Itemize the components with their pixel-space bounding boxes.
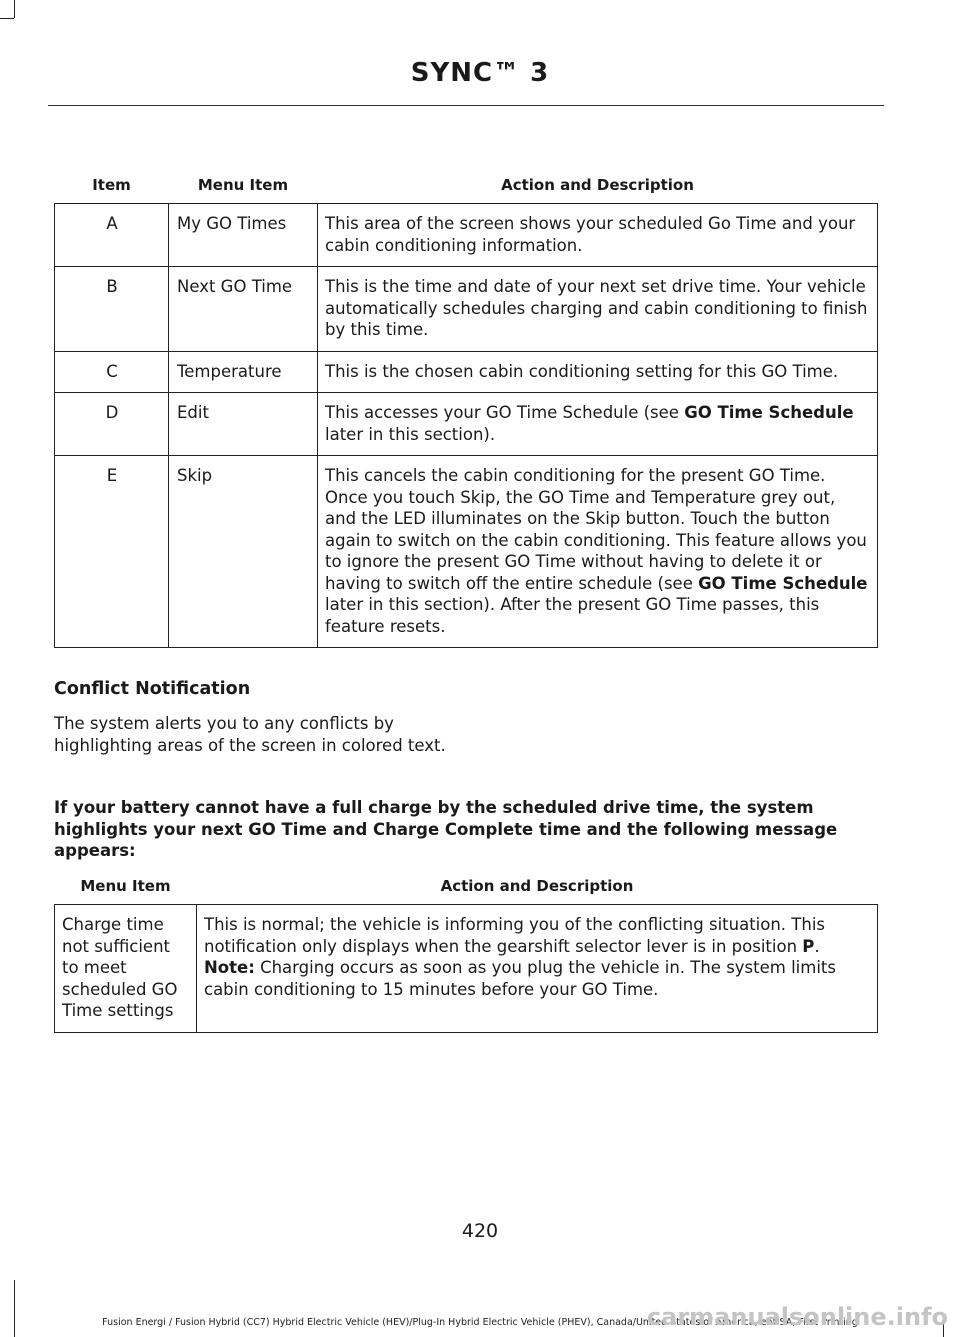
cell-item: B <box>55 267 169 352</box>
cell-item: C <box>55 351 169 393</box>
col-header-menu-item: Menu Item <box>55 870 197 905</box>
cell-desc: This is the chosen cabin conditioning setting for this GO Time. <box>318 351 878 393</box>
desc-text: . <box>814 936 820 956</box>
conflict-table <box>54 870 878 1033</box>
desc-text: This accesses your GO Time Schedule (see <box>325 403 685 422</box>
gear-position: P <box>802 936 815 956</box>
page-title: SYNC™ 3 <box>410 58 550 88</box>
section-heading: Conflict Notification <box>54 679 251 699</box>
crop-mark-bottom-left-v <box>14 1280 15 1337</box>
note-text: Charging occurs as soon as you plug the vehicle in. The system limits cabin conditioning to 15 minutes before your GO Time. <box>204 958 836 999</box>
watermark: carmanualsonline.info <box>646 1303 948 1331</box>
items-table <box>54 169 878 648</box>
cell-menu: My GO Times <box>169 204 318 267</box>
cell-menu: Charge time not sufficient to meet scheduled GO Time settings <box>55 905 197 1033</box>
bold-paragraph: If your battery cannot have a full charge by the scheduled drive time, the system highlights your next GO Time and Charge Complete time and the following message appears: <box>54 798 838 860</box>
table-row <box>55 267 878 352</box>
cell-desc: This is the time and date of your next set drive time. Your vehicle automatically schedules charging and cabin conditioning to finish by this time. <box>318 267 878 352</box>
header-rule <box>48 105 884 106</box>
crop-mark-top-left-h <box>0 18 14 19</box>
col-header-action: Action and Description <box>197 870 878 905</box>
cell-item: D <box>55 393 169 456</box>
cell-menu: Skip <box>169 456 318 648</box>
page-number: 420 <box>461 1220 499 1242</box>
cell-menu: Temperature <box>169 351 318 393</box>
table-row <box>55 351 878 393</box>
table-row <box>55 905 878 1033</box>
cell-menu: Next GO Time <box>169 267 318 352</box>
desc-text: later in this section). <box>325 424 496 444</box>
cross-reference: GO Time Schedule <box>698 573 868 593</box>
table-header-row <box>55 870 878 905</box>
cell-item: E <box>55 456 169 648</box>
table-header-row <box>55 169 878 204</box>
cell-desc <box>318 456 878 648</box>
cell-desc <box>197 905 878 1033</box>
desc-text: later in this section). After the present GO Time passes, this feature resets. <box>325 595 820 636</box>
col-header-action: Action and Description <box>318 169 878 204</box>
table-row <box>55 393 878 456</box>
cell-item: A <box>55 204 169 267</box>
crop-mark-top-left-v <box>14 0 15 18</box>
cell-desc: This area of the screen shows your scheduled Go Time and your cabin conditioning information. <box>318 204 878 267</box>
table-row <box>55 456 878 648</box>
desc-text: This is normal; the vehicle is informing you of the conflicting situation. This notification only displays when the gearshift selector lever is in position <box>204 915 826 956</box>
cross-reference: GO Time Schedule <box>684 403 854 422</box>
cell-desc <box>318 393 878 456</box>
cell-menu: Edit <box>169 393 318 456</box>
desc-text: This cancels the cabin conditioning for the present GO Time. Once you touch Skip, the GO Time and Temperature grey out, and the LED illuminates on the Skip button. Touch the button again to switch on the cabin conditioning. This feature allows you to ignore the present GO Time without having to delete it or having to switch off the entire schedule (see <box>325 466 867 593</box>
note-label: Note: <box>204 958 255 977</box>
section-paragraph: The system alerts you to any conflicts by highlighting areas of the screen in colored text. <box>54 714 446 755</box>
table-row <box>55 204 878 267</box>
footer-text: Fusion Energi / Fusion Hybrid (CC7) Hybrid Electric Vehicle (HEV)/Plug-In Hybrid Electric Vehicle (PHEV), Canada/United States of America, enUSA, First Printing <box>102 1317 858 1328</box>
col-header-item: Item <box>55 169 169 204</box>
col-header-menu-item: Menu Item <box>169 169 318 204</box>
